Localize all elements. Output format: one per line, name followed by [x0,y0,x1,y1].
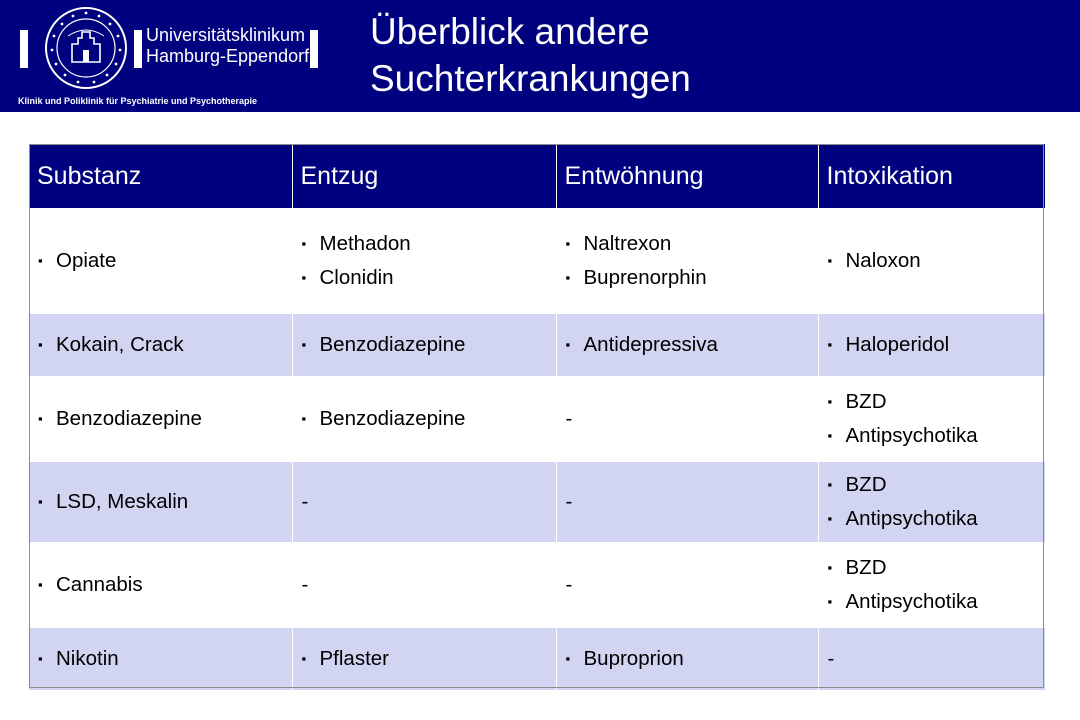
bullet-icon: ▪ [38,651,43,666]
university-name-line1: Universitätsklinikum [146,25,306,45]
logo-bar-middle [134,30,142,68]
bullet-icon: ▪ [565,337,571,352]
list-item [302,642,556,676]
university-hamburg-seal-icon [44,6,128,90]
cell-value: - [301,573,309,596]
cell-intoxikation [818,208,1045,314]
cell-list [38,642,292,676]
cell-value: - [565,490,573,513]
list-item [828,244,1046,278]
cell-entwoehnung [556,314,818,376]
cell-entwoehnung [556,542,818,628]
table-row [29,376,1045,462]
cell-list [302,328,556,362]
table-row [29,628,1045,690]
university-name [146,25,310,67]
cell-value: - [827,647,835,670]
cell-list [38,244,292,278]
column-header-substanz: Substanz [29,144,292,208]
list-item [38,485,292,519]
bullet-icon: ▪ [38,337,43,352]
list-item-text: Pflaster [319,647,389,670]
list-item-text: Benzodiazepine [56,407,202,430]
cell-substanz [29,542,292,628]
cell-intoxikation [818,462,1045,542]
cell-entzug [292,628,556,690]
bullet-icon: ▪ [38,577,43,592]
list-item [566,328,818,362]
cell-list [38,568,292,602]
cell-entzug [292,376,556,462]
bullet-icon: ▪ [301,270,307,285]
table-row [29,314,1045,376]
bullet-icon: ▪ [827,394,833,409]
cell-intoxikation [818,376,1045,462]
list-item-text: Antipsychotika [845,507,978,530]
cell-list [566,642,818,676]
cell-value: - [301,490,309,513]
bullet-icon: ▪ [827,253,833,268]
list-item [828,585,1046,619]
cell-entwoehnung [556,628,818,690]
header-banner [0,0,1080,112]
cell-substanz [29,376,292,462]
cell-entzug [292,462,556,542]
list-item-text: LSD, Meskalin [56,490,189,513]
cell-list [38,402,292,436]
list-item-text: BZD [845,556,887,579]
cell-list [828,468,1046,536]
bullet-icon: ▪ [827,477,833,492]
list-item [38,244,292,278]
column-header-intoxikation: Intoxikation [818,144,1045,208]
addiction-overview-table [29,144,1045,690]
cell-value: - [565,573,573,596]
cell-substanz [29,208,292,314]
cell-list [302,642,556,676]
list-item [566,227,818,261]
list-item-text: Nikotin [56,647,119,670]
slide-title-line1: Überblick andere [370,11,650,52]
list-item-text: Haloperidol [845,333,950,356]
cell-list [566,328,818,362]
bullet-icon: ▪ [827,511,833,526]
table-row [29,208,1045,314]
cell-intoxikation [818,542,1045,628]
list-item [828,385,1046,419]
list-item [302,261,556,295]
bullet-icon: ▪ [301,337,307,352]
list-item-text: Benzodiazepine [319,407,466,430]
bullet-icon: ▪ [565,651,571,666]
bullet-icon: ▪ [827,594,833,609]
cell-substanz [29,462,292,542]
list-item-text: Kokain, Crack [56,333,184,356]
bullet-icon: ▪ [301,411,307,426]
list-item-text: Buproprion [583,647,684,670]
list-item [38,568,292,602]
bullet-icon: ▪ [38,411,43,426]
cell-list [828,551,1046,619]
cell-substanz [29,628,292,690]
table-row [29,542,1045,628]
bullet-icon: ▪ [827,337,833,352]
cell-value: - [565,407,573,430]
table-header-row [29,144,1045,208]
cell-list [566,227,818,295]
list-item [828,468,1046,502]
table-row [29,462,1045,542]
cell-list [828,385,1046,453]
cell-list [38,328,292,362]
list-item-text: Buprenorphin [583,266,707,289]
bullet-icon: ▪ [301,651,307,666]
list-item-text: Cannabis [56,573,143,596]
list-item [828,502,1046,536]
list-item [38,328,292,362]
cell-entzug [292,314,556,376]
column-header-entwoehnung: Entwöhnung [556,144,818,208]
university-logo [0,0,344,112]
cell-entwoehnung [556,208,818,314]
list-item-text: Naltrexon [583,232,672,255]
logo-bar-left [20,30,28,68]
list-item-text: Naloxon [845,249,921,272]
list-item [302,328,556,362]
list-item [38,402,292,436]
bullet-icon: ▪ [38,494,43,509]
list-item-text: Antidepressiva [583,333,718,356]
cell-substanz [29,314,292,376]
bullet-icon: ▪ [827,428,833,443]
cell-list [828,244,1046,278]
list-item [828,551,1046,585]
cell-entwoehnung [556,376,818,462]
logo-bar-right [310,30,318,68]
bullet-icon: ▪ [565,270,571,285]
list-item [566,642,818,676]
list-item-text: BZD [845,390,887,413]
list-item-text: Clonidin [319,266,394,289]
list-item [566,261,818,295]
university-name-line2: Hamburg-Eppendorf [146,46,310,66]
slide-title-line2: Suchterkrankungen [370,58,691,99]
cell-entzug [292,208,556,314]
cell-entzug [292,542,556,628]
column-header-entzug: Entzug [292,144,556,208]
cell-intoxikation [818,314,1045,376]
list-item [828,419,1046,453]
cell-list [828,328,1046,362]
bullet-icon: ▪ [301,236,307,251]
cell-list [38,485,292,519]
clinic-name: Klinik und Poliklinik für Psychiatrie und Psychotherapie [18,96,258,106]
cell-entwoehnung [556,462,818,542]
list-item [828,328,1046,362]
bullet-icon: ▪ [565,236,571,251]
list-item [38,642,292,676]
list-item-text: Antipsychotika [845,590,978,613]
list-item [302,227,556,261]
list-item-text: Opiate [56,249,117,272]
cell-list [302,227,556,295]
list-item-text: BZD [845,473,887,496]
bullet-icon: ▪ [827,560,833,575]
list-item-text: Antipsychotika [845,424,978,447]
cell-intoxikation [818,628,1045,690]
list-item [302,402,556,436]
list-item-text: Benzodiazepine [319,333,466,356]
bullet-icon: ▪ [38,253,43,268]
cell-list [302,402,556,436]
slide-title [370,8,1060,102]
table-body [29,208,1045,690]
list-item-text: Methadon [319,232,411,255]
